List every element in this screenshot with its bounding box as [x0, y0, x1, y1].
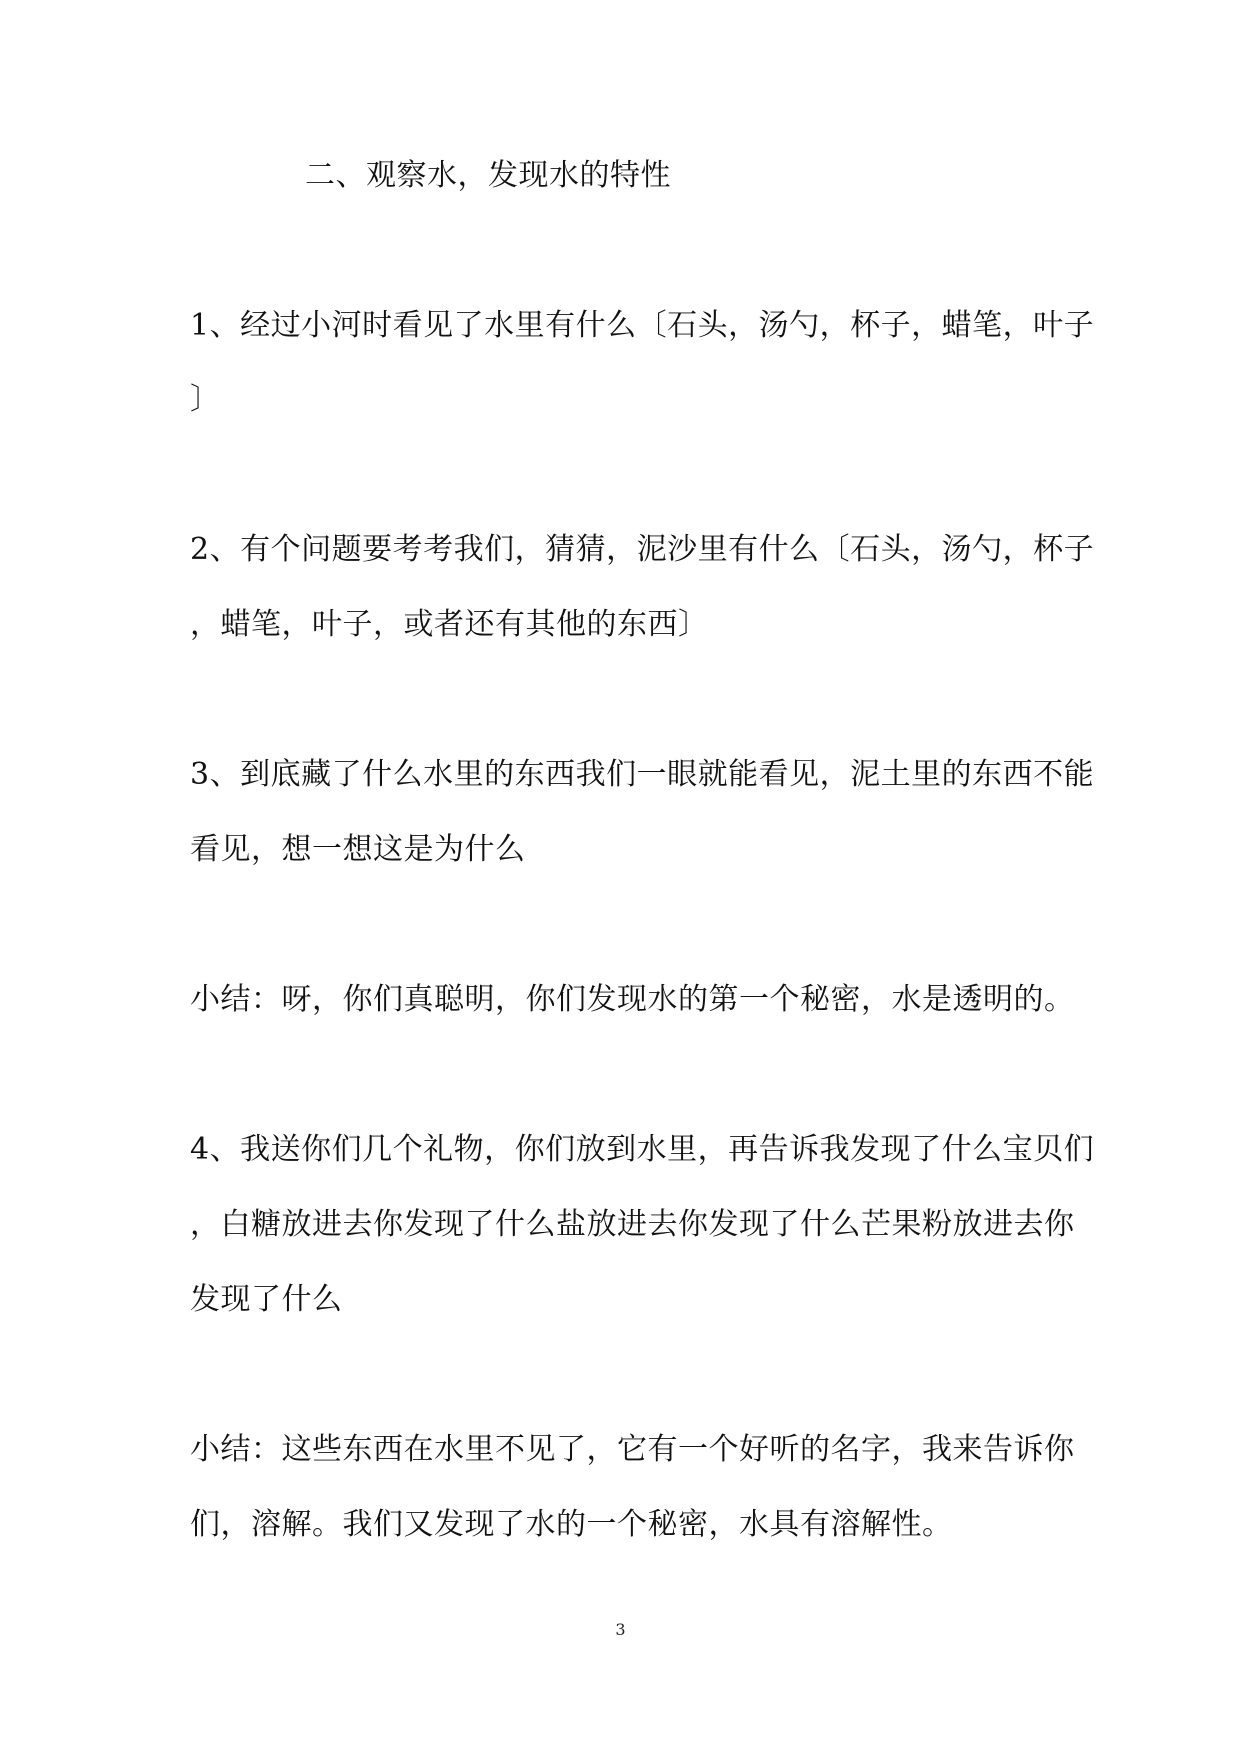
paragraph-1-line-2: 〕 — [190, 382, 221, 417]
paragraph-2-line-2: ，蜡笔，叶子，或者还有其他的东西〕 — [190, 607, 709, 642]
paragraph-3-line-1: 3、到底藏了什么水里的东西我们一眼就能看见，泥土里的东西不能 — [190, 757, 1095, 792]
paragraph-2-line-1: 2、有个问题要考考我们，猜猜，泥沙里有什么〔石头，汤勺，杯子 — [190, 532, 1095, 567]
summary-2-line-1: 小结：这些东西在水里不见了，它有一个好听的名字，我来告诉你 — [190, 1432, 1075, 1467]
paragraph-3-line-2: 看见，想一想这是为什么 — [190, 832, 526, 867]
paragraph-4-line-3: 发现了什么 — [190, 1282, 343, 1317]
summary-1: 小结：呀，你们真聪明，你们发现水的第一个秘密，水是透明的。 — [190, 982, 1075, 1017]
paragraph-4-line-2: ，白糖放进去你发现了什么盐放进去你发现了什么芒果粉放进去你 — [190, 1207, 1075, 1242]
page-number: 3 — [615, 1620, 626, 1639]
section-heading: 二、观察水，发现水的特性 — [305, 158, 671, 193]
paragraph-4-line-1: 4、我送你们几个礼物，你们放到水里，再告诉我发现了什么宝贝们 — [190, 1132, 1095, 1167]
paragraph-1-line-1: 1、经过小河时看见了水里有什么〔石头，汤勺，杯子，蜡笔，叶子 — [190, 308, 1095, 343]
summary-2-line-2: 们，溶解。我们又发现了水的一个秘密，水具有溶解性。 — [190, 1507, 953, 1542]
